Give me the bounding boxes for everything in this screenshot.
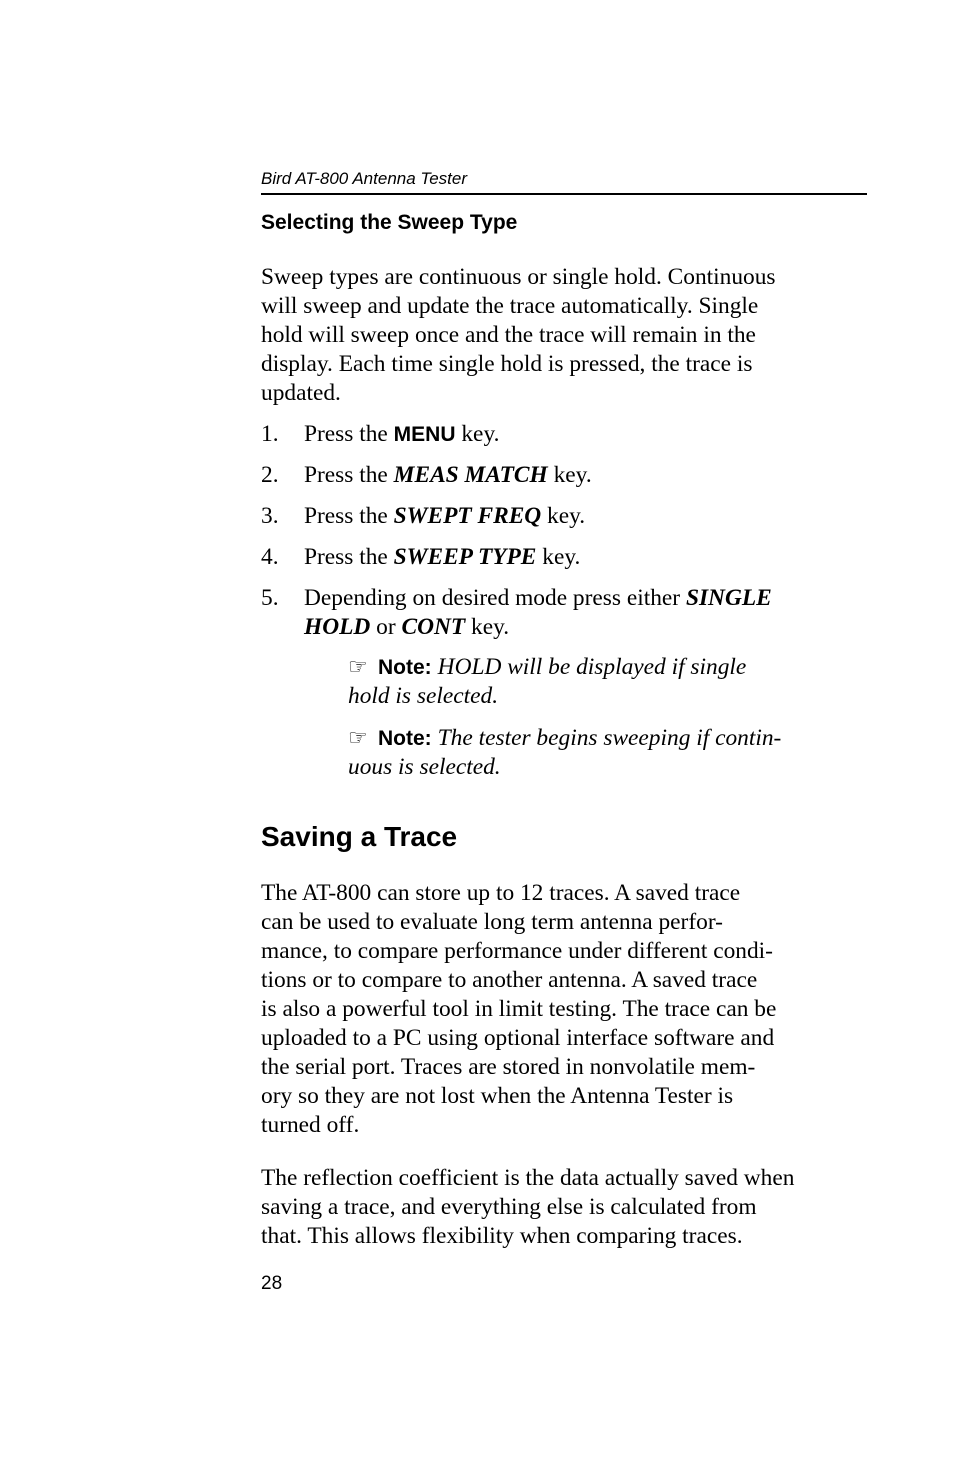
step-pre: Press the	[304, 503, 394, 529]
note-begins-sweeping	[348, 723, 868, 782]
sweep-intro-paragraph	[261, 263, 867, 408]
note-text: The tester begins sweeping if contin-	[437, 725, 782, 751]
sweep-type-key-label: SWEEP TYPE	[393, 544, 537, 570]
text-line: The reflection coefficient is the data actually saved when	[261, 1165, 795, 1191]
single-key-label: SINGLE	[685, 585, 772, 611]
step-number: 5.	[261, 585, 279, 611]
step-pre: Press the	[304, 421, 394, 447]
saving-trace-heading: Saving a Trace	[261, 821, 458, 852]
hold-key-label: HOLD	[304, 614, 371, 640]
swept-freq-key-label: SWEPT FREQ	[393, 503, 542, 529]
note-hold-displayed	[348, 652, 868, 711]
step-mid: or	[370, 614, 402, 640]
text-line: can be used to evaluate long term antenna perfor-	[261, 909, 723, 935]
text-line: is also a powerful tool in limit testing. The trace can be	[261, 996, 777, 1022]
step-text	[304, 461, 867, 490]
step-post: key.	[547, 462, 592, 488]
note-label: Note:	[378, 727, 432, 750]
text-line: hold will sweep once and the trace will remain in the	[261, 322, 756, 348]
step-text	[304, 502, 867, 531]
text-line: mance, to compare performance under different condi-	[261, 938, 773, 964]
step-number: 4.	[261, 544, 279, 570]
text-line: tions or to compare to another antenna. A saved trace	[261, 967, 758, 993]
note-line	[348, 652, 868, 682]
step-pre: Press the	[304, 462, 394, 488]
text-line: saving a trace, and everything else is calculated from	[261, 1194, 757, 1220]
pointing-hand-icon: ☞	[348, 725, 368, 750]
text-line: The AT-800 can store up to 12 traces. A saved trace	[261, 880, 741, 906]
meas-match-key-label: MEAS MATCH	[393, 462, 548, 488]
step-text	[304, 420, 867, 449]
step-post: key.	[455, 421, 500, 447]
text-line: ory so they are not lost when the Antenna Tester is	[261, 1083, 734, 1109]
step-post: key.	[536, 544, 581, 570]
text-line: that. This allows flexibility when comparing traces.	[261, 1223, 743, 1249]
step-number: 1.	[261, 421, 279, 447]
note-text: uous is selected.	[348, 754, 501, 780]
text-line: the serial port. Traces are stored in nonvolatile mem-	[261, 1054, 756, 1080]
text-line: updated.	[261, 380, 341, 406]
saving-paragraph-1	[261, 879, 867, 1140]
step-pre: Press the	[304, 544, 394, 570]
text-line: turned off.	[261, 1112, 360, 1138]
note-text: HOLD will be displayed if single	[437, 654, 747, 680]
step-line	[304, 613, 867, 642]
running-header: Bird AT-800 Antenna Tester	[261, 169, 867, 195]
step-number: 2.	[261, 462, 279, 488]
step-pre: Depending on desired mode press either	[304, 585, 686, 611]
step-text	[304, 584, 867, 642]
text-line: will sweep and update the trace automatically. Single	[261, 293, 759, 319]
note-text: hold is selected.	[348, 683, 499, 709]
page-number: 28	[261, 1273, 283, 1294]
text-line: Sweep types are continuous or single hold. Continuous	[261, 264, 776, 290]
step-text	[304, 543, 867, 572]
note-line	[348, 723, 868, 753]
menu-key-label: MENU	[393, 423, 456, 446]
cont-key-label: CONT	[401, 614, 466, 640]
pointing-hand-icon: ☞	[348, 654, 368, 679]
sweep-type-heading: Selecting the Sweep Type	[261, 211, 518, 234]
text-line: uploaded to a PC using optional interface software and	[261, 1025, 775, 1051]
text-line: display. Each time single hold is pressed, the trace is	[261, 351, 753, 377]
step-line	[304, 584, 867, 613]
step-number: 3.	[261, 503, 279, 529]
step-post: key.	[465, 614, 510, 640]
saving-paragraph-2	[261, 1164, 867, 1251]
step-post: key.	[541, 503, 586, 529]
note-label: Note:	[378, 656, 432, 679]
